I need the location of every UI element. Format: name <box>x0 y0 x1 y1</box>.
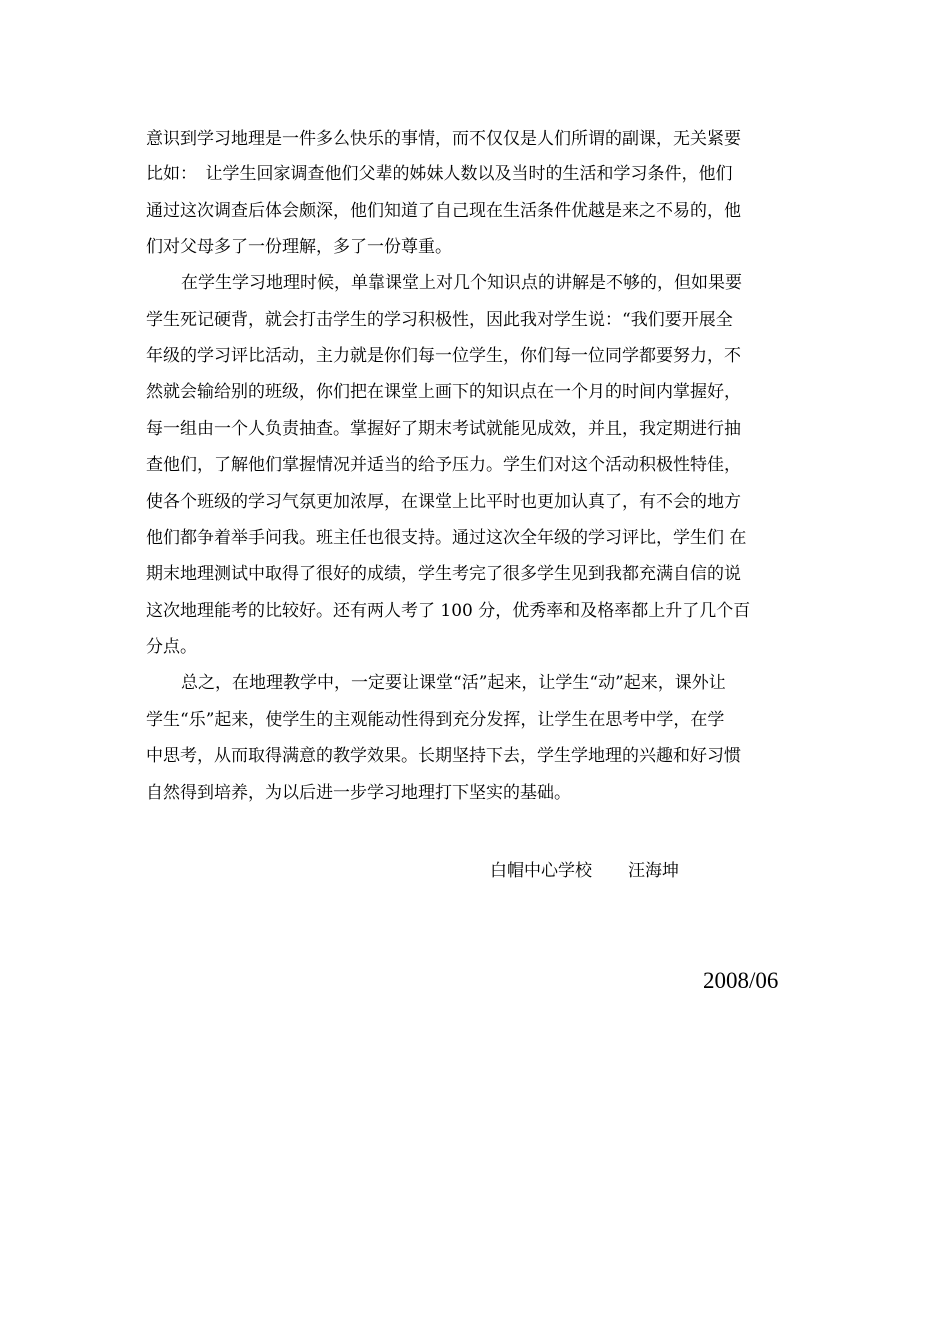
paragraph-line: 分点。 <box>146 637 197 657</box>
document-date: 2008/06 <box>703 968 779 993</box>
paragraph-line: 学生“乐”起来，使学生的主观能动性得到充分发挥，让学生在思考中学，在学 <box>146 710 725 730</box>
paragraph-line: 意识到学习地理是一件多么快乐的事情，而不仅仅是人们所谓的副课，无关紧要 <box>146 129 741 149</box>
paragraph-line: 通过这次调查后体会颇深，他们知道了自己现在生活条件优越是来之不易的，他 <box>146 201 741 221</box>
paragraph-line: 总之，在地理教学中，一定要让课堂“活”起来，让学生“动”起来，课外让 <box>181 673 726 693</box>
paragraph-line: 们对父母多了一份理解，多了一份尊重。 <box>146 237 452 257</box>
paragraph-line: 中思考，从而取得满意的教学效果。长期坚持下去，学生学地理的兴趣和好习惯 <box>146 746 741 766</box>
paragraph-line: 然就会输给别的班级，你们把在课堂上画下的知识点在一个月的时间内掌握好， <box>146 382 741 402</box>
paragraph-line: 自然得到培养，为以后进一步学习地理打下坚实的基础。 <box>146 783 571 803</box>
paragraph-line: 在学生学习地理时候，单靠课堂上对几个知识点的讲解是不够的，但如果要 <box>181 273 742 293</box>
paragraph-line: 每一组由一个人负责抽查。掌握好了期末考试就能见成效，并且，我定期进行抽 <box>146 419 741 439</box>
paragraph-line: 查他们，了解他们掌握情况并适当的给予压力。学生们对这个活动积极性特佳， <box>146 455 741 475</box>
signature <box>490 860 679 882</box>
paragraph-line: 期末地理测试中取得了很好的成绩，学生考完了很多学生见到我都充满自信的说 <box>146 564 741 584</box>
paragraph-line: 比如： 让学生回家调查他们父辈的姊妹人数以及当时的生活和学习条件，他们 <box>146 164 733 184</box>
author-name: 汪海坤 <box>628 861 679 881</box>
paragraph-line: 使各个班级的学习气氛更加浓厚，在课堂上比平时也更加认真了，有不会的地方 <box>146 492 741 512</box>
paragraph-line: 他们都争着举手问我。班主任也很支持。通过这次全年级的学习评比，学生们 在 <box>146 528 747 548</box>
paragraph-line: 学生死记硬背，就会打击学生的学习积极性，因此我对学生说：“我们要开展全 <box>146 310 733 330</box>
school-name: 白帽中心学校 <box>490 861 592 881</box>
paragraph-line: 这次地理能考的比较好。还有两人考了 100 分，优秀率和及格率都上升了几个百 <box>146 601 751 621</box>
paragraph-line: 年级的学习评比活动，主力就是你们每一位学生，你们每一位同学都要努力，不 <box>146 346 741 366</box>
